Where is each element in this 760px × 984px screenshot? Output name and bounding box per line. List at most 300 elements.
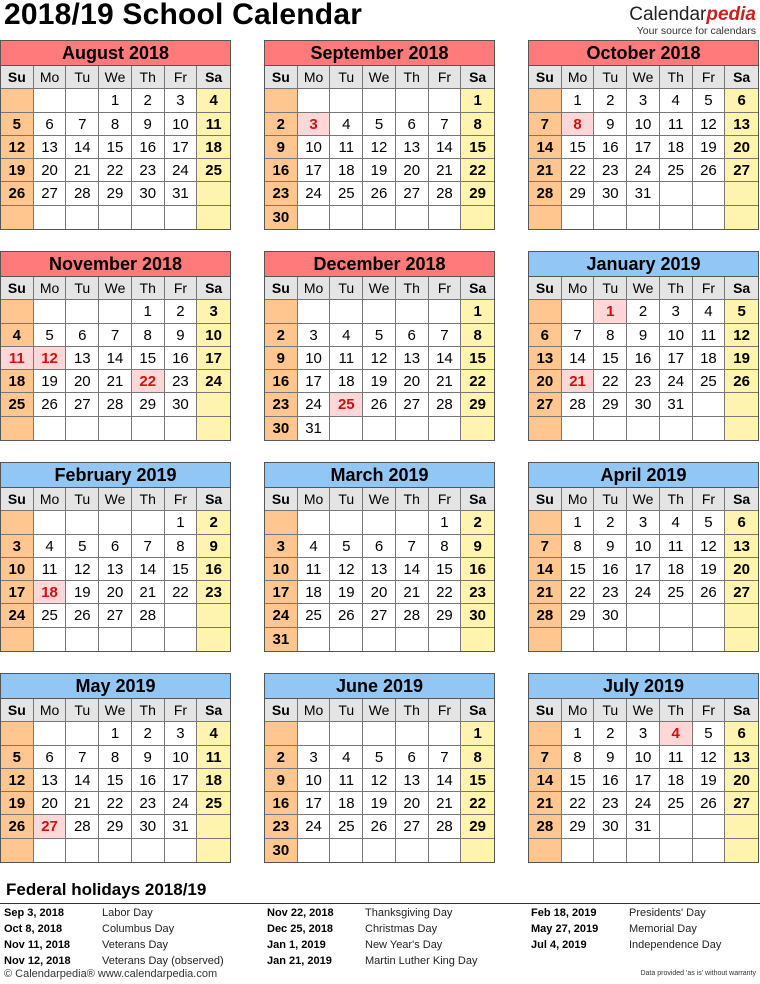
day-cell[interactable]: 26 — [363, 182, 396, 205]
day-cell[interactable]: 9 — [594, 746, 627, 769]
day-cell[interactable]: 6 — [396, 746, 429, 769]
day-cell[interactable]: 13 — [396, 769, 429, 792]
day-cell[interactable]: 19 — [363, 159, 396, 182]
day-cell[interactable]: 17 — [627, 136, 660, 159]
day-cell[interactable]: 22 — [99, 792, 132, 815]
day-cell[interactable]: 28 — [562, 393, 595, 416]
day-cell[interactable]: 14 — [132, 558, 165, 581]
day-cell[interactable]: 9 — [132, 113, 165, 136]
day-cell[interactable]: 23 — [265, 182, 298, 205]
day-cell[interactable]: 28 — [66, 815, 99, 838]
day-cell[interactable]: 9 — [461, 535, 494, 558]
day-cell[interactable]: 21 — [529, 792, 562, 815]
day-cell[interactable]: 23 — [197, 581, 230, 604]
day-cell[interactable]: 25 — [330, 182, 363, 205]
day-cell[interactable]: 10 — [298, 347, 331, 370]
day-cell[interactable]: 15 — [429, 558, 462, 581]
day-cell[interactable]: 24 — [165, 792, 198, 815]
day-cell[interactable]: 3 — [660, 300, 693, 323]
day-cell[interactable]: 29 — [99, 182, 132, 205]
day-cell[interactable]: 26 — [1, 815, 34, 838]
day-cell[interactable]: 28 — [429, 393, 462, 416]
day-cell[interactable]: 12 — [693, 113, 726, 136]
day-cell[interactable]: 28 — [66, 182, 99, 205]
day-cell[interactable]: 16 — [594, 136, 627, 159]
day-cell[interactable]: 1 — [461, 722, 494, 745]
day-cell[interactable]: 18 — [298, 581, 331, 604]
day-cell[interactable]: 5 — [363, 746, 396, 769]
day-cell[interactable]: 31 — [165, 182, 198, 205]
day-cell[interactable]: 1 — [132, 300, 165, 323]
day-cell[interactable]: 22 — [99, 159, 132, 182]
day-cell[interactable]: 12 — [693, 535, 726, 558]
day-cell[interactable]: 18 — [660, 136, 693, 159]
day-cell[interactable]: 6 — [363, 535, 396, 558]
day-cell[interactable]: 10 — [165, 113, 198, 136]
day-cell[interactable]: 4 — [197, 722, 230, 745]
day-cell[interactable]: 5 — [693, 722, 726, 745]
day-cell[interactable]: 23 — [627, 370, 660, 393]
day-cell[interactable]: 27 — [725, 159, 758, 182]
day-cell[interactable]: 3 — [165, 722, 198, 745]
day-cell[interactable]: 13 — [529, 347, 562, 370]
day-cell[interactable]: 24 — [660, 370, 693, 393]
day-cell[interactable]: 4 — [34, 535, 67, 558]
holiday-day-cell[interactable]: 25 — [330, 393, 363, 416]
day-cell[interactable]: 13 — [363, 558, 396, 581]
day-cell[interactable]: 20 — [725, 769, 758, 792]
day-cell[interactable]: 31 — [627, 815, 660, 838]
day-cell[interactable]: 1 — [562, 722, 595, 745]
day-cell[interactable]: 6 — [396, 324, 429, 347]
day-cell[interactable]: 27 — [396, 182, 429, 205]
holiday-day-cell[interactable]: 1 — [594, 300, 627, 323]
day-cell[interactable]: 11 — [330, 347, 363, 370]
day-cell[interactable]: 13 — [725, 746, 758, 769]
day-cell[interactable]: 30 — [265, 839, 298, 862]
day-cell[interactable]: 21 — [66, 792, 99, 815]
day-cell[interactable]: 27 — [34, 182, 67, 205]
day-cell[interactable]: 7 — [132, 535, 165, 558]
holiday-day-cell[interactable]: 21 — [562, 370, 595, 393]
day-cell[interactable]: 5 — [363, 324, 396, 347]
day-cell[interactable]: 2 — [132, 89, 165, 112]
day-cell[interactable]: 2 — [594, 511, 627, 534]
day-cell[interactable]: 4 — [693, 300, 726, 323]
day-cell[interactable]: 10 — [197, 324, 230, 347]
day-cell[interactable]: 10 — [298, 769, 331, 792]
day-cell[interactable]: 30 — [132, 815, 165, 838]
day-cell[interactable]: 14 — [529, 558, 562, 581]
day-cell[interactable]: 3 — [298, 746, 331, 769]
day-cell[interactable]: 26 — [1, 182, 34, 205]
day-cell[interactable]: 18 — [330, 792, 363, 815]
day-cell[interactable]: 1 — [562, 511, 595, 534]
day-cell[interactable]: 13 — [99, 558, 132, 581]
day-cell[interactable]: 3 — [627, 511, 660, 534]
day-cell[interactable]: 14 — [99, 347, 132, 370]
day-cell[interactable]: 11 — [660, 535, 693, 558]
day-cell[interactable]: 16 — [594, 769, 627, 792]
holiday-day-cell[interactable]: 4 — [660, 722, 693, 745]
day-cell[interactable]: 30 — [627, 393, 660, 416]
day-cell[interactable]: 9 — [594, 535, 627, 558]
day-cell[interactable]: 25 — [660, 581, 693, 604]
day-cell[interactable]: 6 — [34, 113, 67, 136]
day-cell[interactable]: 17 — [165, 136, 198, 159]
day-cell[interactable]: 17 — [265, 581, 298, 604]
day-cell[interactable]: 13 — [396, 136, 429, 159]
day-cell[interactable]: 12 — [363, 347, 396, 370]
day-cell[interactable]: 14 — [529, 769, 562, 792]
day-cell[interactable]: 16 — [594, 558, 627, 581]
day-cell[interactable]: 21 — [529, 159, 562, 182]
day-cell[interactable]: 11 — [660, 746, 693, 769]
day-cell[interactable]: 23 — [594, 159, 627, 182]
day-cell[interactable]: 26 — [330, 604, 363, 627]
day-cell[interactable]: 3 — [627, 722, 660, 745]
day-cell[interactable]: 23 — [461, 581, 494, 604]
day-cell[interactable]: 20 — [396, 370, 429, 393]
day-cell[interactable]: 22 — [165, 581, 198, 604]
day-cell[interactable]: 29 — [429, 604, 462, 627]
day-cell[interactable]: 31 — [660, 393, 693, 416]
day-cell[interactable]: 31 — [627, 182, 660, 205]
day-cell[interactable]: 13 — [725, 113, 758, 136]
day-cell[interactable]: 3 — [165, 89, 198, 112]
day-cell[interactable]: 1 — [99, 89, 132, 112]
day-cell[interactable]: 2 — [265, 746, 298, 769]
day-cell[interactable]: 25 — [197, 792, 230, 815]
day-cell[interactable]: 16 — [132, 769, 165, 792]
day-cell[interactable]: 19 — [693, 136, 726, 159]
day-cell[interactable]: 2 — [265, 324, 298, 347]
day-cell[interactable]: 15 — [461, 769, 494, 792]
day-cell[interactable]: 24 — [627, 159, 660, 182]
day-cell[interactable]: 3 — [1, 535, 34, 558]
day-cell[interactable]: 20 — [725, 558, 758, 581]
day-cell[interactable]: 22 — [562, 792, 595, 815]
day-cell[interactable]: 12 — [1, 136, 34, 159]
day-cell[interactable]: 7 — [429, 113, 462, 136]
day-cell[interactable]: 15 — [99, 136, 132, 159]
day-cell[interactable]: 5 — [363, 113, 396, 136]
day-cell[interactable]: 7 — [66, 113, 99, 136]
day-cell[interactable]: 6 — [725, 722, 758, 745]
day-cell[interactable]: 7 — [66, 746, 99, 769]
day-cell[interactable]: 1 — [99, 722, 132, 745]
day-cell[interactable]: 10 — [627, 113, 660, 136]
day-cell[interactable]: 12 — [725, 324, 758, 347]
day-cell[interactable]: 8 — [594, 324, 627, 347]
day-cell[interactable]: 26 — [693, 581, 726, 604]
day-cell[interactable]: 5 — [1, 746, 34, 769]
day-cell[interactable]: 28 — [529, 182, 562, 205]
day-cell[interactable]: 10 — [298, 136, 331, 159]
day-cell[interactable]: 17 — [165, 769, 198, 792]
day-cell[interactable]: 8 — [562, 535, 595, 558]
day-cell[interactable]: 3 — [265, 535, 298, 558]
day-cell[interactable]: 10 — [660, 324, 693, 347]
day-cell[interactable]: 23 — [265, 393, 298, 416]
day-cell[interactable]: 19 — [693, 558, 726, 581]
day-cell[interactable]: 17 — [298, 792, 331, 815]
day-cell[interactable]: 24 — [298, 815, 331, 838]
day-cell[interactable]: 16 — [265, 792, 298, 815]
day-cell[interactable]: 3 — [627, 89, 660, 112]
day-cell[interactable]: 28 — [529, 815, 562, 838]
day-cell[interactable]: 4 — [330, 113, 363, 136]
day-cell[interactable]: 11 — [197, 746, 230, 769]
day-cell[interactable]: 16 — [627, 347, 660, 370]
day-cell[interactable]: 14 — [66, 136, 99, 159]
day-cell[interactable]: 15 — [461, 347, 494, 370]
day-cell[interactable]: 31 — [298, 417, 331, 440]
day-cell[interactable]: 2 — [461, 511, 494, 534]
holiday-day-cell[interactable]: 27 — [34, 815, 67, 838]
day-cell[interactable]: 15 — [594, 347, 627, 370]
day-cell[interactable]: 22 — [562, 159, 595, 182]
day-cell[interactable]: 7 — [529, 746, 562, 769]
day-cell[interactable]: 2 — [265, 113, 298, 136]
day-cell[interactable]: 27 — [99, 604, 132, 627]
day-cell[interactable]: 28 — [396, 604, 429, 627]
day-cell[interactable]: 23 — [165, 370, 198, 393]
day-cell[interactable]: 15 — [562, 136, 595, 159]
day-cell[interactable]: 29 — [461, 815, 494, 838]
day-cell[interactable]: 6 — [34, 746, 67, 769]
day-cell[interactable]: 20 — [66, 370, 99, 393]
day-cell[interactable]: 19 — [693, 769, 726, 792]
day-cell[interactable]: 18 — [197, 136, 230, 159]
day-cell[interactable]: 30 — [265, 206, 298, 229]
day-cell[interactable]: 9 — [132, 746, 165, 769]
day-cell[interactable]: 12 — [1, 769, 34, 792]
day-cell[interactable]: 22 — [461, 792, 494, 815]
day-cell[interactable]: 19 — [725, 347, 758, 370]
day-cell[interactable]: 7 — [529, 113, 562, 136]
day-cell[interactable]: 25 — [197, 159, 230, 182]
day-cell[interactable]: 24 — [1, 604, 34, 627]
day-cell[interactable]: 11 — [693, 324, 726, 347]
day-cell[interactable]: 13 — [66, 347, 99, 370]
day-cell[interactable]: 16 — [265, 370, 298, 393]
day-cell[interactable]: 4 — [330, 324, 363, 347]
day-cell[interactable]: 8 — [562, 746, 595, 769]
day-cell[interactable]: 20 — [363, 581, 396, 604]
day-cell[interactable]: 25 — [34, 604, 67, 627]
day-cell[interactable]: 13 — [34, 136, 67, 159]
day-cell[interactable]: 14 — [529, 136, 562, 159]
day-cell[interactable]: 29 — [562, 182, 595, 205]
day-cell[interactable]: 31 — [265, 628, 298, 651]
day-cell[interactable]: 15 — [562, 558, 595, 581]
day-cell[interactable]: 18 — [660, 769, 693, 792]
day-cell[interactable]: 15 — [99, 769, 132, 792]
day-cell[interactable]: 21 — [429, 792, 462, 815]
day-cell[interactable]: 2 — [197, 511, 230, 534]
day-cell[interactable]: 15 — [461, 136, 494, 159]
day-cell[interactable]: 17 — [627, 769, 660, 792]
day-cell[interactable]: 12 — [363, 136, 396, 159]
day-cell[interactable]: 4 — [298, 535, 331, 558]
day-cell[interactable]: 8 — [99, 746, 132, 769]
day-cell[interactable]: 30 — [461, 604, 494, 627]
day-cell[interactable]: 29 — [132, 393, 165, 416]
day-cell[interactable]: 16 — [461, 558, 494, 581]
day-cell[interactable]: 27 — [396, 393, 429, 416]
day-cell[interactable]: 19 — [363, 370, 396, 393]
day-cell[interactable]: 8 — [461, 746, 494, 769]
day-cell[interactable]: 24 — [298, 182, 331, 205]
holiday-day-cell[interactable]: 22 — [132, 370, 165, 393]
day-cell[interactable]: 14 — [429, 136, 462, 159]
day-cell[interactable]: 7 — [396, 535, 429, 558]
day-cell[interactable]: 29 — [99, 815, 132, 838]
brand-logo[interactable] — [629, 4, 756, 37]
day-cell[interactable]: 28 — [429, 182, 462, 205]
day-cell[interactable]: 27 — [396, 815, 429, 838]
day-cell[interactable]: 8 — [429, 535, 462, 558]
day-cell[interactable]: 21 — [66, 159, 99, 182]
day-cell[interactable]: 14 — [66, 769, 99, 792]
day-cell[interactable]: 21 — [529, 581, 562, 604]
day-cell[interactable]: 2 — [594, 89, 627, 112]
day-cell[interactable]: 2 — [165, 300, 198, 323]
day-cell[interactable]: 27 — [725, 792, 758, 815]
day-cell[interactable]: 25 — [1, 393, 34, 416]
day-cell[interactable]: 21 — [396, 581, 429, 604]
day-cell[interactable]: 25 — [660, 159, 693, 182]
day-cell[interactable]: 20 — [34, 792, 67, 815]
day-cell[interactable]: 8 — [461, 113, 494, 136]
day-cell[interactable]: 4 — [1, 324, 34, 347]
holiday-day-cell[interactable]: 8 — [562, 113, 595, 136]
holiday-day-cell[interactable]: 3 — [298, 113, 331, 136]
day-cell[interactable]: 28 — [429, 815, 462, 838]
day-cell[interactable]: 24 — [165, 159, 198, 182]
day-cell[interactable]: 17 — [197, 347, 230, 370]
day-cell[interactable]: 17 — [660, 347, 693, 370]
day-cell[interactable]: 17 — [298, 370, 331, 393]
day-cell[interactable]: 16 — [265, 159, 298, 182]
day-cell[interactable]: 30 — [132, 182, 165, 205]
day-cell[interactable]: 30 — [265, 417, 298, 440]
day-cell[interactable]: 23 — [265, 815, 298, 838]
day-cell[interactable]: 14 — [429, 769, 462, 792]
day-cell[interactable]: 26 — [34, 393, 67, 416]
day-cell[interactable]: 18 — [197, 769, 230, 792]
day-cell[interactable]: 19 — [330, 581, 363, 604]
day-cell[interactable]: 18 — [330, 159, 363, 182]
day-cell[interactable]: 5 — [66, 535, 99, 558]
day-cell[interactable]: 11 — [34, 558, 67, 581]
day-cell[interactable]: 20 — [529, 370, 562, 393]
day-cell[interactable]: 22 — [429, 581, 462, 604]
day-cell[interactable]: 7 — [529, 535, 562, 558]
day-cell[interactable]: 1 — [461, 89, 494, 112]
day-cell[interactable]: 27 — [66, 393, 99, 416]
day-cell[interactable]: 24 — [265, 604, 298, 627]
day-cell[interactable]: 12 — [66, 558, 99, 581]
day-cell[interactable]: 10 — [165, 746, 198, 769]
day-cell[interactable]: 29 — [461, 393, 494, 416]
day-cell[interactable]: 1 — [429, 511, 462, 534]
day-cell[interactable]: 26 — [725, 370, 758, 393]
day-cell[interactable]: 13 — [34, 769, 67, 792]
day-cell[interactable]: 25 — [693, 370, 726, 393]
day-cell[interactable]: 12 — [363, 769, 396, 792]
day-cell[interactable]: 12 — [330, 558, 363, 581]
day-cell[interactable]: 5 — [693, 89, 726, 112]
day-cell[interactable]: 6 — [99, 535, 132, 558]
day-cell[interactable]: 26 — [363, 393, 396, 416]
day-cell[interactable]: 30 — [594, 182, 627, 205]
day-cell[interactable]: 4 — [197, 89, 230, 112]
day-cell[interactable]: 10 — [265, 558, 298, 581]
day-cell[interactable]: 11 — [660, 113, 693, 136]
day-cell[interactable]: 10 — [627, 535, 660, 558]
day-cell[interactable]: 6 — [725, 511, 758, 534]
day-cell[interactable]: 10 — [627, 746, 660, 769]
day-cell[interactable]: 6 — [66, 324, 99, 347]
day-cell[interactable]: 16 — [165, 347, 198, 370]
day-cell[interactable]: 1 — [562, 89, 595, 112]
day-cell[interactable]: 17 — [298, 159, 331, 182]
day-cell[interactable]: 19 — [34, 370, 67, 393]
day-cell[interactable]: 14 — [562, 347, 595, 370]
day-cell[interactable]: 9 — [265, 769, 298, 792]
day-cell[interactable]: 19 — [363, 792, 396, 815]
day-cell[interactable]: 2 — [594, 722, 627, 745]
day-cell[interactable]: 1 — [165, 511, 198, 534]
day-cell[interactable]: 20 — [725, 136, 758, 159]
day-cell[interactable]: 9 — [197, 535, 230, 558]
day-cell[interactable]: 30 — [594, 815, 627, 838]
day-cell[interactable]: 31 — [165, 815, 198, 838]
day-cell[interactable]: 9 — [627, 324, 660, 347]
day-cell[interactable]: 7 — [99, 324, 132, 347]
day-cell[interactable]: 9 — [594, 113, 627, 136]
day-cell[interactable]: 18 — [1, 370, 34, 393]
day-cell[interactable]: 29 — [594, 393, 627, 416]
day-cell[interactable]: 7 — [562, 324, 595, 347]
day-cell[interactable]: 7 — [429, 324, 462, 347]
day-cell[interactable]: 30 — [165, 393, 198, 416]
day-cell[interactable]: 18 — [660, 558, 693, 581]
day-cell[interactable]: 15 — [165, 558, 198, 581]
day-cell[interactable]: 22 — [562, 581, 595, 604]
day-cell[interactable]: 10 — [1, 558, 34, 581]
day-cell[interactable]: 4 — [330, 746, 363, 769]
day-cell[interactable]: 14 — [429, 347, 462, 370]
day-cell[interactable]: 23 — [594, 581, 627, 604]
day-cell[interactable]: 12 — [693, 746, 726, 769]
day-cell[interactable]: 26 — [693, 159, 726, 182]
day-cell[interactable]: 19 — [1, 792, 34, 815]
day-cell[interactable]: 2 — [132, 722, 165, 745]
holiday-day-cell[interactable]: 11 — [1, 347, 34, 370]
day-cell[interactable]: 2 — [627, 300, 660, 323]
day-cell[interactable]: 25 — [330, 815, 363, 838]
day-cell[interactable]: 5 — [1, 113, 34, 136]
day-cell[interactable]: 20 — [396, 792, 429, 815]
day-cell[interactable]: 14 — [396, 558, 429, 581]
day-cell[interactable]: 22 — [461, 159, 494, 182]
day-cell[interactable]: 6 — [396, 113, 429, 136]
day-cell[interactable]: 29 — [461, 182, 494, 205]
day-cell[interactable]: 21 — [99, 370, 132, 393]
